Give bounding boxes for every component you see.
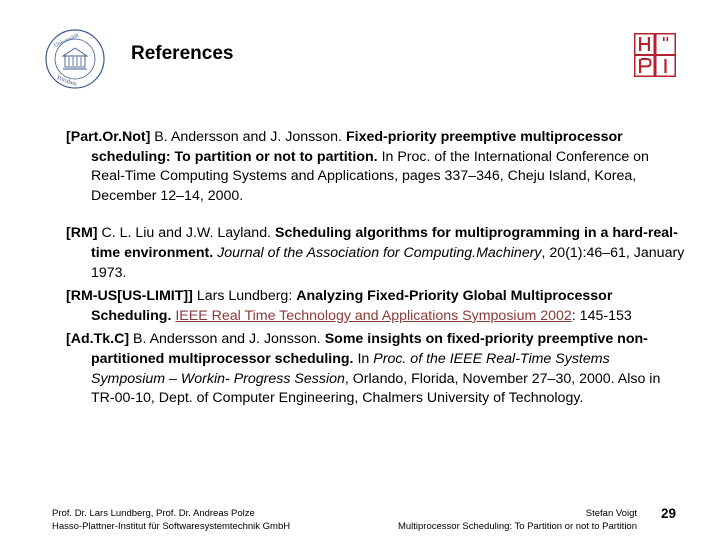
reference-venue: Proc. of the IEEE Real-Time Systems Symposium – Workin- Progress Session <box>91 350 610 387</box>
svg-text:Potsdam: Potsdam <box>56 75 78 88</box>
reference-venue: In Proc. of the International Conference on Real-Time Computing Systems and Applications, pages 337–346, Cheju Island, Korea, December 12–14, 2000. <box>91 148 649 204</box>
footer-presenter: Stefan Voigt <box>585 508 637 519</box>
reference-authors: Lars Lundberg: <box>196 288 293 305</box>
footer-authors <box>52 507 290 533</box>
footer-talk-title: Multiprocessor Scheduling: To Partition or not to Partition <box>397 521 637 532</box>
svg-text:Universität: Universität <box>53 32 80 50</box>
university-seal-icon <box>44 28 106 90</box>
reference-authors: B. Andersson and J. Jonsson. <box>133 331 321 348</box>
reference-key: [RM-US[US-LIMIT]] <box>66 288 193 305</box>
reference-title: Analyzing Fixed-Priority Global Multiprocessor Scheduling. <box>91 288 613 324</box>
reference-venue: Journal of the Association for Computing.Machinery <box>217 244 542 261</box>
reference-key: [Part.Or.Not] <box>66 129 151 145</box>
reference-entry <box>66 330 686 408</box>
reference-venue-link[interactable]: IEEE Real Time Technology and Applications Symposium 2002 <box>175 307 572 324</box>
page-title: References <box>131 43 234 64</box>
reference-key: [RM] <box>66 225 98 242</box>
footer-institute: Hasso-Plattner-Institut für Softwaresystemtechnik GmbH <box>52 521 291 532</box>
reference-venue-details: , 20(1):46–61, January 1973. <box>91 244 685 281</box>
references-list <box>66 128 686 409</box>
reference-entry <box>66 287 686 326</box>
reference-title: Fixed-priority preemptive multiprocessor scheduling: To partition or not to partition. <box>91 129 623 165</box>
reference-entry <box>66 224 686 283</box>
reference-title: Some insights on fixed-priority preemptive non-partitioned multiprocessor scheduling. <box>91 331 648 367</box>
reference-authors: C. L. Liu and J.W. Layland. <box>101 225 272 242</box>
reference-key: [Ad.Tk.C] <box>66 331 130 348</box>
hpi-logo-icon <box>634 33 676 77</box>
footer-presentation-info <box>398 507 637 533</box>
reference-authors: B. Andersson and J. Jonsson. <box>154 129 343 145</box>
page-number: 29 <box>661 506 677 521</box>
reference-entry <box>66 128 686 206</box>
reference-title: Scheduling algorithms for multiprogramming in a hard-real-time environment. <box>91 225 678 261</box>
reference-venue-details: , Orlando, Florida, November 27–30, 2000. Also in TR-00-10, Dept. of Computer Engineering, Chalmers University of Technology. <box>91 370 661 407</box>
reference-venue-prefix: In <box>357 350 374 367</box>
footer-professors: Prof. Dr. Lars Lundberg, Prof. Dr. Andreas Polze <box>52 508 255 519</box>
reference-pages: : 145-153 <box>571 307 632 324</box>
